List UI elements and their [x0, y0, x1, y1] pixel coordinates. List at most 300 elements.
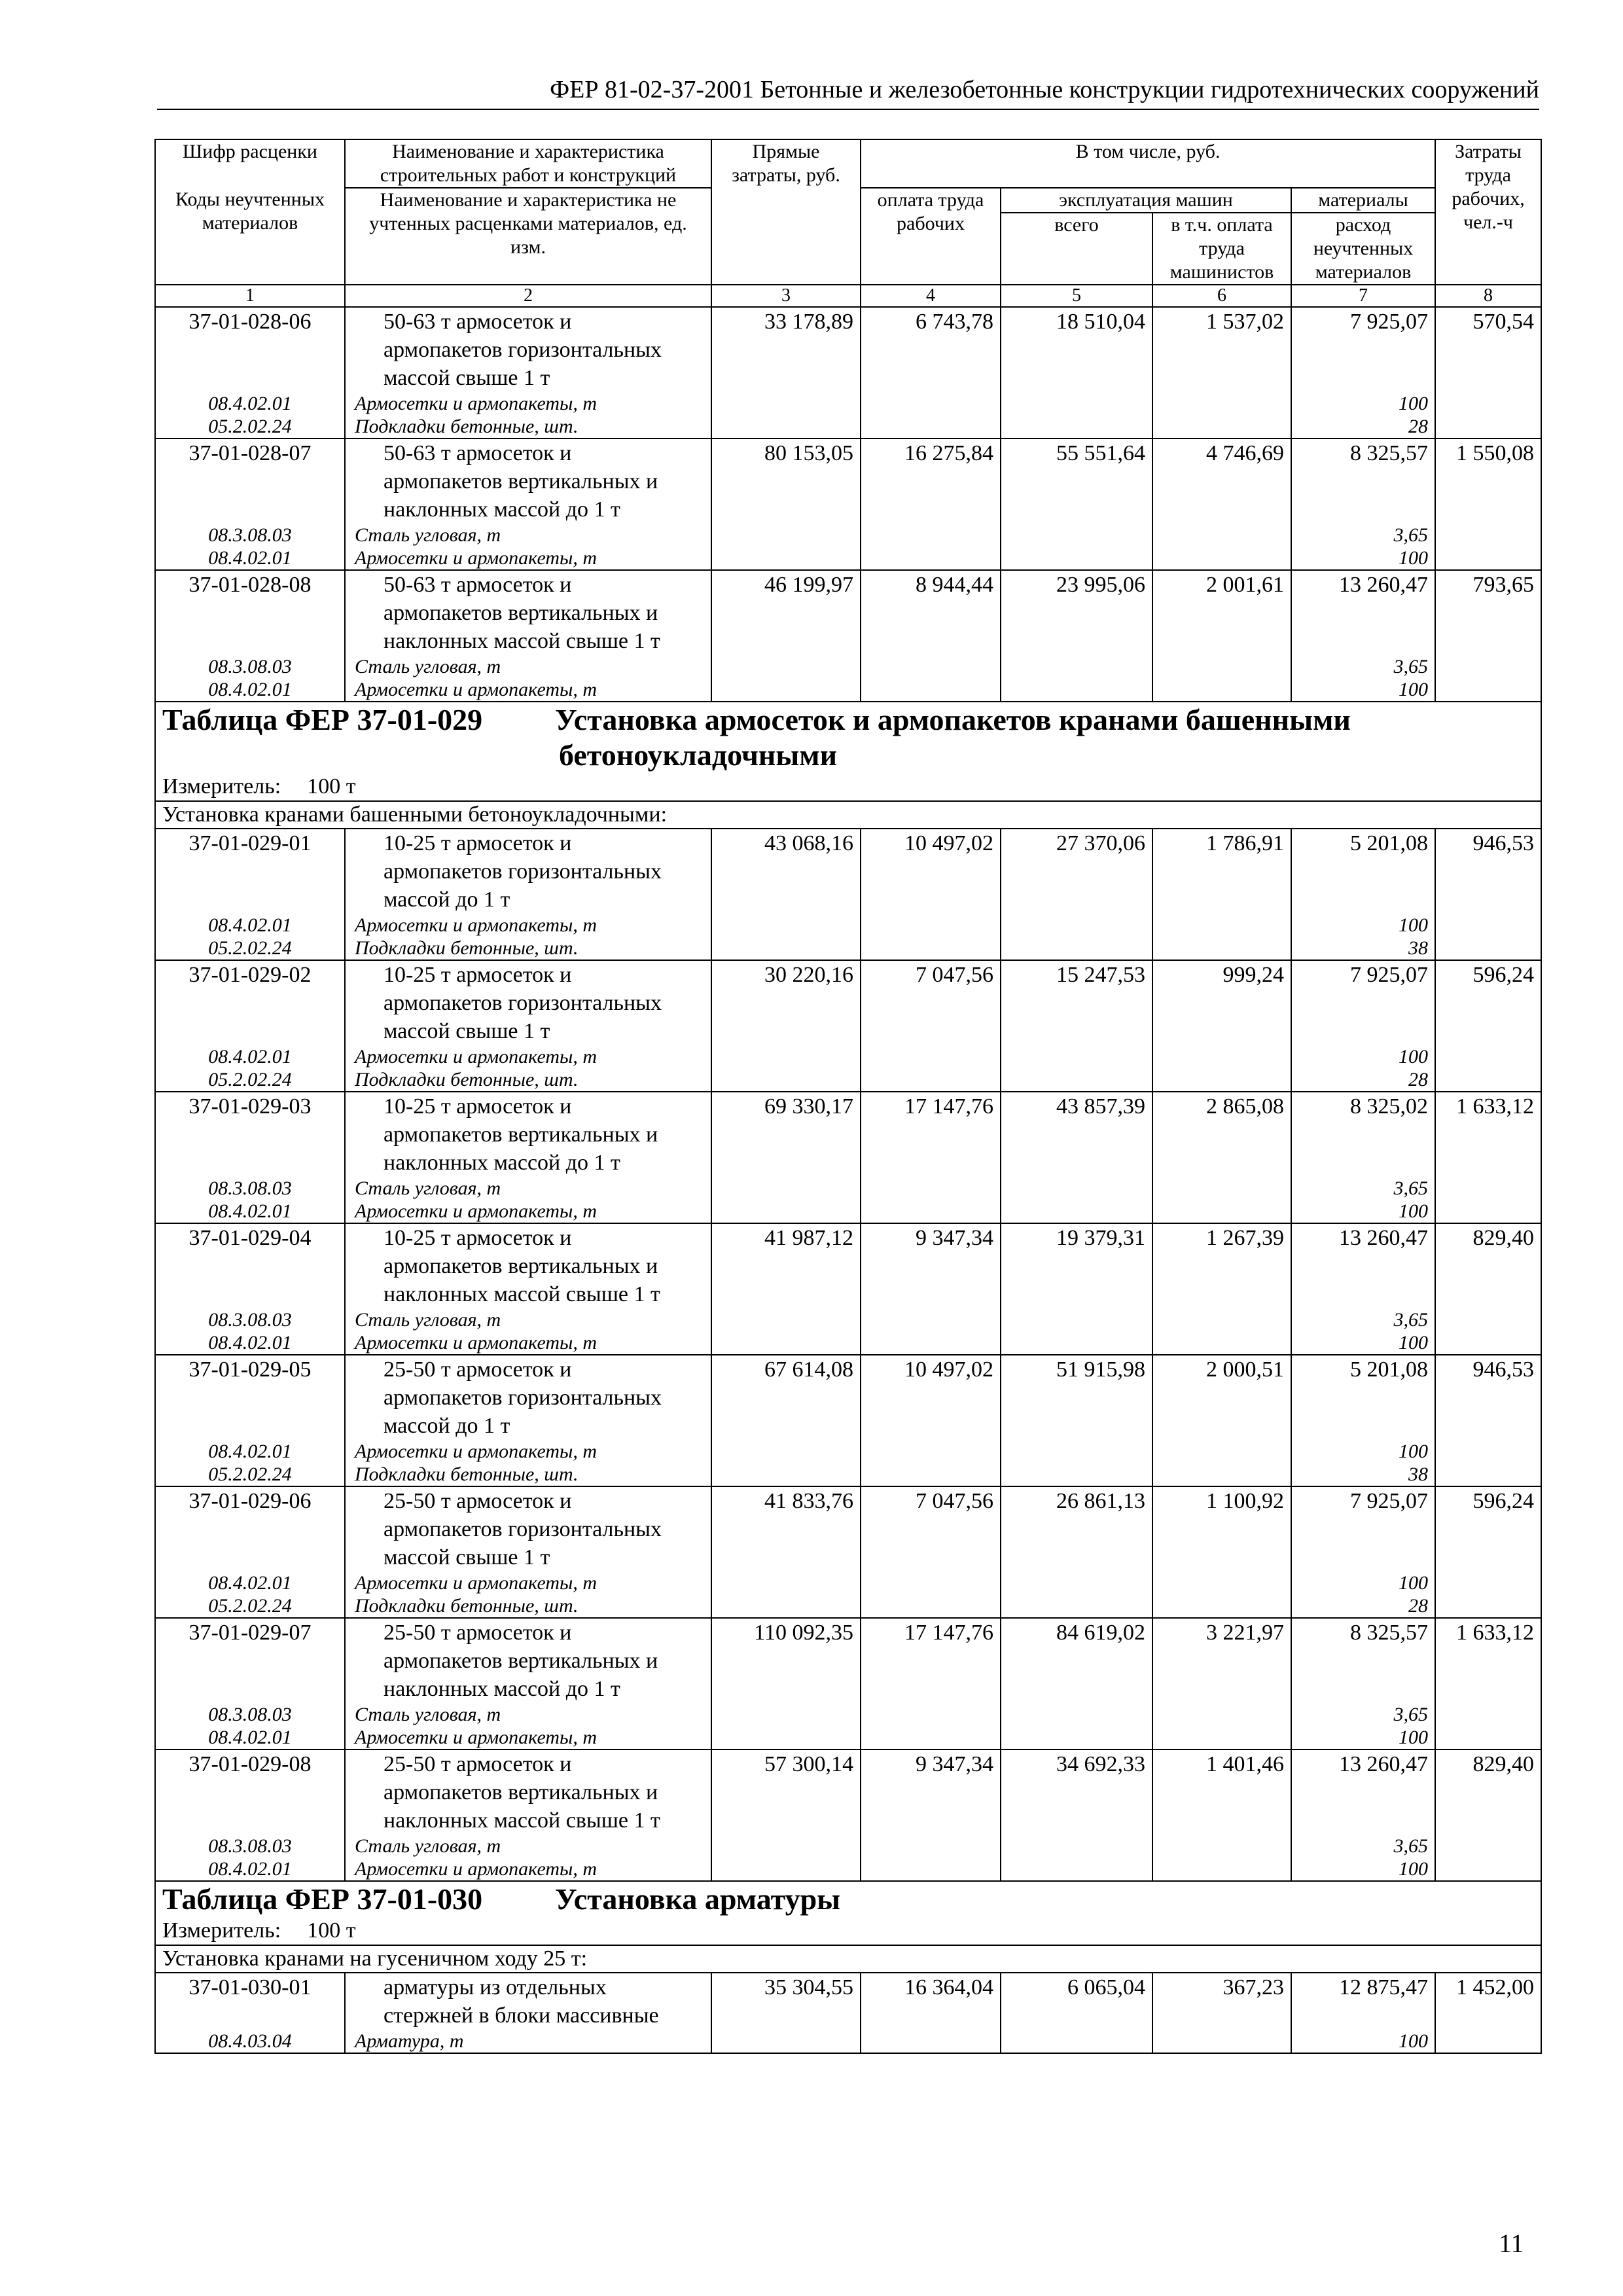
empty-cell: [1435, 2030, 1541, 2053]
empty-cell: [861, 1308, 1001, 1331]
material-row: [155, 1594, 1541, 1618]
material-qty: 3,65: [1291, 524, 1435, 547]
empty-cell: [861, 655, 1001, 678]
material-name: Сталь угловая, т: [345, 655, 711, 678]
machines-total: 51 915,98: [1001, 1355, 1152, 1440]
labor-hours: 829,40: [1435, 1749, 1541, 1835]
empty-cell: [1435, 1200, 1541, 1223]
table-title-label: Таблица ФЕР 37-01-030: [162, 1882, 483, 1916]
labor-hours: 1 550,08: [1435, 439, 1541, 524]
wages: 17 147,76: [861, 1618, 1001, 1703]
machines-total: 26 861,13: [1001, 1486, 1152, 1571]
table-title-row: [155, 702, 1541, 773]
empty-cell: [1152, 524, 1291, 547]
material-row: [155, 914, 1541, 937]
wages: 7 047,56: [861, 1486, 1001, 1571]
machines-total: 27 370,06: [1001, 829, 1152, 914]
table-row: [155, 570, 1541, 655]
direct-cost: 30 220,16: [711, 960, 861, 1045]
rate-name-line: армопакетов вертикальных и: [383, 1122, 658, 1147]
empty-cell: [711, 1331, 861, 1355]
rate-name-line: 10-25 т армосеток и: [383, 831, 572, 855]
wages: 10 497,02: [861, 1355, 1001, 1440]
empty-cell: [711, 1045, 861, 1068]
empty-cell: [1435, 392, 1541, 415]
rate-name: [345, 439, 711, 524]
empty-cell: [1001, 415, 1152, 439]
rate-name: [345, 1092, 711, 1177]
material-name: Сталь угловая, т: [345, 1308, 711, 1331]
labor-hours: 596,24: [1435, 960, 1541, 1045]
material-code: 08.4.02.01: [155, 678, 345, 702]
empty-cell: [1001, 678, 1152, 702]
machines-wages: 999,24: [1152, 960, 1291, 1045]
rate-name-line: массой до 1 т: [383, 888, 510, 912]
table-row: [155, 1486, 1541, 1571]
material-code: 08.4.02.01: [155, 1857, 345, 1881]
material-qty: 3,65: [1291, 1177, 1435, 1200]
machines-total: 84 619,02: [1001, 1618, 1152, 1703]
material-code: 08.3.08.03: [155, 1835, 345, 1857]
empty-cell: [861, 1857, 1001, 1881]
empty-cell: [1435, 1045, 1541, 1068]
machines-total: 18 510,04: [1001, 307, 1152, 392]
header-including: В том числе, руб.: [861, 139, 1435, 188]
material-code: 08.4.02.01: [155, 1440, 345, 1463]
material-code: 08.3.08.03: [155, 655, 345, 678]
materials-cost: 7 925,07: [1291, 960, 1435, 1045]
materials-cost: 12 875,47: [1291, 1973, 1435, 2030]
empty-cell: [711, 678, 861, 702]
rate-code: 37-01-029-04: [155, 1223, 345, 1308]
material-qty: 100: [1291, 2030, 1435, 2053]
material-row: [155, 1571, 1541, 1594]
empty-cell: [1001, 2030, 1152, 2053]
empty-cell: [711, 1068, 861, 1092]
direct-cost: 46 199,97: [711, 570, 861, 655]
empty-cell: [711, 1703, 861, 1726]
table-title-text: Установка арматуры: [555, 1882, 841, 1916]
empty-cell: [1435, 1440, 1541, 1463]
subtitle-row: [155, 1945, 1541, 1973]
materials-cost: 13 260,47: [1291, 1749, 1435, 1835]
rate-name-line: массой свыше 1 т: [383, 1545, 550, 1570]
wages: 8 944,44: [861, 570, 1001, 655]
meter-label: Измеритель:: [162, 774, 281, 798]
empty-cell: [1001, 1835, 1152, 1857]
material-qty: 3,65: [1291, 1835, 1435, 1857]
material-row: [155, 1726, 1541, 1749]
empty-cell: [1001, 1440, 1152, 1463]
empty-cell: [1001, 937, 1152, 960]
empty-cell: [1435, 1463, 1541, 1486]
material-row: [155, 1857, 1541, 1881]
direct-cost: 43 068,16: [711, 829, 861, 914]
material-name: Сталь угловая, т: [345, 524, 711, 547]
header-name-top: Наименование и характеристика строительных работ и конструкций: [345, 139, 711, 188]
material-name: Подкладки бетонные, шт.: [345, 1068, 711, 1092]
labor-hours: 946,53: [1435, 1355, 1541, 1440]
machines-wages: 3 221,97: [1152, 1618, 1291, 1703]
material-name: Сталь угловая, т: [345, 1703, 711, 1726]
machines-total: 19 379,31: [1001, 1223, 1152, 1308]
table-row: [155, 1749, 1541, 1835]
empty-cell: [861, 524, 1001, 547]
machines-wages: 1 100,92: [1152, 1486, 1291, 1571]
labor-hours: 1 452,00: [1435, 1973, 1541, 2030]
empty-cell: [1435, 1726, 1541, 1749]
empty-cell: [1001, 1726, 1152, 1749]
empty-cell: [1001, 655, 1152, 678]
empty-cell: [1152, 1177, 1291, 1200]
rate-name-line: армопакетов вертикальных и: [383, 601, 658, 625]
empty-cell: [1435, 547, 1541, 570]
material-qty: 28: [1291, 415, 1435, 439]
column-number: 6: [1152, 285, 1291, 307]
machines-wages: 1 537,02: [1152, 307, 1291, 392]
empty-cell: [861, 1331, 1001, 1355]
rate-code: 37-01-029-06: [155, 1486, 345, 1571]
page-number: 11: [1499, 2229, 1524, 2258]
material-qty: 100: [1291, 678, 1435, 702]
material-row: [155, 1703, 1541, 1726]
empty-cell: [1152, 1308, 1291, 1331]
table-title-text-cont: бетоноукладочными: [559, 738, 838, 772]
material-name: Подкладки бетонные, шт.: [345, 1463, 711, 1486]
column-number-row: [155, 285, 1541, 307]
rate-name: [345, 570, 711, 655]
empty-cell: [1435, 1331, 1541, 1355]
machines-wages: 2 001,61: [1152, 570, 1291, 655]
materials-cost: 13 260,47: [1291, 1223, 1435, 1308]
materials-cost: 5 201,08: [1291, 1355, 1435, 1440]
empty-cell: [861, 937, 1001, 960]
material-code: 08.4.02.01: [155, 1571, 345, 1594]
empty-cell: [861, 1440, 1001, 1463]
empty-cell: [861, 1835, 1001, 1857]
rate-name-line: наклонных массой до 1 т: [383, 1151, 620, 1175]
rate-name: [345, 1618, 711, 1703]
rate-name-line: армопакетов горизонтальных: [383, 1386, 662, 1410]
material-qty: 100: [1291, 1200, 1435, 1223]
empty-cell: [1001, 1463, 1152, 1486]
machines-total: 43 857,39: [1001, 1092, 1152, 1177]
meter-label: Измеритель:: [162, 1918, 281, 1943]
empty-cell: [711, 547, 861, 570]
rate-name-line: армопакетов горизонтальных: [383, 1517, 662, 1541]
material-name: Армосетки и армопакеты, т: [345, 1200, 711, 1223]
rate-name-line: стержней в блоки массивные: [383, 2003, 659, 2028]
empty-cell: [711, 1200, 861, 1223]
empty-cell: [1152, 415, 1291, 439]
direct-cost: 57 300,14: [711, 1749, 861, 1835]
rate-code: 37-01-028-08: [155, 570, 345, 655]
rate-name-line: наклонных массой свыше 1 т: [383, 1808, 660, 1833]
rate-name: [345, 1486, 711, 1571]
empty-cell: [1435, 1068, 1541, 1092]
table-title-label: Таблица ФЕР 37-01-029: [162, 703, 483, 736]
material-name: Армосетки и армопакеты, т: [345, 678, 711, 702]
material-qty: 28: [1291, 1068, 1435, 1092]
empty-cell: [1152, 937, 1291, 960]
meter-value: 100 т: [307, 774, 356, 798]
table-title: [155, 702, 1541, 773]
material-name: Армосетки и армопакеты, т: [345, 547, 711, 570]
direct-cost: 110 092,35: [711, 1618, 861, 1703]
empty-cell: [1435, 1703, 1541, 1726]
material-code: 05.2.02.24: [155, 1594, 345, 1618]
empty-cell: [711, 1571, 861, 1594]
empty-cell: [1152, 1703, 1291, 1726]
materials-cost: 8 325,57: [1291, 1618, 1435, 1703]
empty-cell: [1001, 1177, 1152, 1200]
labor-hours: 596,24: [1435, 1486, 1541, 1571]
column-number: 1: [155, 285, 345, 307]
rate-code: 37-01-030-01: [155, 1973, 345, 2030]
machines-wages: 4 746,69: [1152, 439, 1291, 524]
empty-cell: [861, 678, 1001, 702]
direct-cost: 67 614,08: [711, 1355, 861, 1440]
machines-wages: 1 267,39: [1152, 1223, 1291, 1308]
empty-cell: [1001, 1571, 1152, 1594]
empty-cell: [1001, 1308, 1152, 1331]
table-row: [155, 1223, 1541, 1308]
empty-cell: [1435, 655, 1541, 678]
table-title: [155, 1881, 1541, 1917]
rate-name: [345, 1355, 711, 1440]
rate-code: 37-01-029-05: [155, 1355, 345, 1440]
materials-cost: 8 325,02: [1291, 1092, 1435, 1177]
meter: [155, 773, 1541, 801]
price-table: [154, 139, 1542, 2054]
empty-cell: [711, 2030, 861, 2053]
material-row: [155, 678, 1541, 702]
material-row: [155, 1463, 1541, 1486]
material-code: 05.2.02.24: [155, 1068, 345, 1092]
subtitle: Установка кранами башенными бетоноукладочными:: [155, 801, 1541, 829]
empty-cell: [861, 1571, 1001, 1594]
material-row: [155, 524, 1541, 547]
rate-code: 37-01-028-07: [155, 439, 345, 524]
empty-cell: [711, 1594, 861, 1618]
empty-cell: [711, 415, 861, 439]
machines-total: 6 065,04: [1001, 1973, 1152, 2030]
material-name: Армосетки и армопакеты, т: [345, 914, 711, 937]
labor-hours: 570,54: [1435, 307, 1541, 392]
empty-cell: [861, 914, 1001, 937]
empty-cell: [1152, 2030, 1291, 2053]
empty-cell: [1152, 1463, 1291, 1486]
rate-name: [345, 960, 711, 1045]
rate-name-line: массой до 1 т: [383, 1414, 510, 1438]
header-wages: оплата труда рабочих: [861, 188, 1001, 285]
column-number: 2: [345, 285, 711, 307]
material-name: Армосетки и армопакеты, т: [345, 392, 711, 415]
material-name: Армосетки и армопакеты, т: [345, 1331, 711, 1355]
empty-cell: [711, 1857, 861, 1881]
empty-cell: [861, 1200, 1001, 1223]
material-code: 05.2.02.24: [155, 937, 345, 960]
empty-cell: [1152, 655, 1291, 678]
rate-name-line: армопакетов горизонтальных: [383, 859, 662, 884]
empty-cell: [1435, 1177, 1541, 1200]
subtitle-row: [155, 801, 1541, 829]
machines-total: 15 247,53: [1001, 960, 1152, 1045]
empty-cell: [711, 937, 861, 960]
empty-cell: [861, 415, 1001, 439]
rate-name-line: наклонных массой до 1 т: [383, 497, 620, 522]
empty-cell: [861, 1068, 1001, 1092]
subtitle: Установка кранами на гусеничном ходу 25 т:: [155, 1945, 1541, 1973]
empty-cell: [861, 547, 1001, 570]
table-title-text: Установка армосеток и армопакетов кранами башенными: [555, 703, 1351, 736]
material-code: 08.4.03.04: [155, 2030, 345, 2053]
material-code: 08.3.08.03: [155, 1177, 345, 1200]
material-row: [155, 1835, 1541, 1857]
empty-cell: [861, 1177, 1001, 1200]
material-name: Сталь угловая, т: [345, 1835, 711, 1857]
machines-wages: 2 865,08: [1152, 1092, 1291, 1177]
wages: 9 347,34: [861, 1223, 1001, 1308]
empty-cell: [1152, 1440, 1291, 1463]
empty-cell: [1001, 914, 1152, 937]
table-row: [155, 829, 1541, 914]
rate-name-line: 50-63 т армосеток и: [383, 573, 572, 597]
empty-cell: [1152, 1200, 1291, 1223]
wages: 17 147,76: [861, 1092, 1001, 1177]
empty-cell: [1152, 914, 1291, 937]
material-row: [155, 1308, 1541, 1331]
direct-cost: 80 153,05: [711, 439, 861, 524]
rate-name-line: 25-50 т армосеток и: [383, 1621, 572, 1645]
material-qty: 3,65: [1291, 1703, 1435, 1726]
column-number: 5: [1001, 285, 1152, 307]
rate-code: 37-01-029-02: [155, 960, 345, 1045]
material-code: 08.3.08.03: [155, 524, 345, 547]
material-code: 08.4.02.01: [155, 1331, 345, 1355]
material-name: Армосетки и армопакеты, т: [345, 1045, 711, 1068]
material-name: Арматура, т: [345, 2030, 711, 2053]
wages: 6 743,78: [861, 307, 1001, 392]
material-qty: 100: [1291, 1440, 1435, 1463]
header-machines-total: всего: [1001, 213, 1152, 285]
rate-name: [345, 307, 711, 392]
rate-name: [345, 1973, 711, 2030]
empty-cell: [1435, 678, 1541, 702]
wages: 7 047,56: [861, 960, 1001, 1045]
empty-cell: [1152, 1068, 1291, 1092]
material-qty: 100: [1291, 547, 1435, 570]
material-code: 08.4.02.01: [155, 392, 345, 415]
meter-row: [155, 1917, 1541, 1945]
wages: 10 497,02: [861, 829, 1001, 914]
rate-name-line: 50-63 т армосеток и: [383, 310, 572, 334]
material-name: Подкладки бетонные, шт.: [345, 1594, 711, 1618]
material-qty: 100: [1291, 1045, 1435, 1068]
empty-cell: [1435, 1857, 1541, 1881]
rate-name-line: наклонных массой до 1 т: [383, 1677, 620, 1701]
material-code: 08.4.02.01: [155, 1726, 345, 1749]
column-number: 3: [711, 285, 861, 307]
rate-name-line: массой свыше 1 т: [383, 1019, 550, 1043]
empty-cell: [1152, 1594, 1291, 1618]
meter-row: [155, 773, 1541, 801]
material-name: Подкладки бетонные, шт.: [345, 937, 711, 960]
material-code: 08.3.08.03: [155, 1703, 345, 1726]
machines-wages: 1 401,46: [1152, 1749, 1291, 1835]
empty-cell: [711, 914, 861, 937]
header-name-bottom: Наименование и характеристика не учтенных расценками материалов, ед. изм.: [345, 188, 711, 285]
empty-cell: [1435, 1594, 1541, 1618]
header-materials-sub: расход неучтенных материалов: [1291, 213, 1435, 285]
empty-cell: [711, 1440, 861, 1463]
material-code: 08.4.02.01: [155, 914, 345, 937]
labor-hours: 946,53: [1435, 829, 1541, 914]
material-qty: 38: [1291, 1463, 1435, 1486]
material-code: 08.4.02.01: [155, 547, 345, 570]
rate-name-line: 10-25 т армосеток и: [383, 963, 572, 987]
material-code: 05.2.02.24: [155, 415, 345, 439]
rate-code: 37-01-029-07: [155, 1618, 345, 1703]
material-qty: 3,65: [1291, 1308, 1435, 1331]
material-qty: 28: [1291, 1594, 1435, 1618]
empty-cell: [1001, 1857, 1152, 1881]
wages: 16 275,84: [861, 439, 1001, 524]
empty-cell: [1152, 392, 1291, 415]
material-name: Подкладки бетонные, шт.: [345, 415, 711, 439]
rate-name-line: 50-63 т армосеток и: [383, 441, 572, 465]
material-name: Армосетки и армопакеты, т: [345, 1857, 711, 1881]
materials-cost: 8 325,57: [1291, 439, 1435, 524]
table-row: [155, 307, 1541, 392]
rate-name-line: 10-25 т армосеток и: [383, 1226, 572, 1250]
empty-cell: [1435, 937, 1541, 960]
wages: 9 347,34: [861, 1749, 1001, 1835]
rate-name: [345, 829, 711, 914]
material-row: [155, 2030, 1541, 2053]
empty-cell: [1001, 1045, 1152, 1068]
rate-name-line: армопакетов вертикальных и: [383, 469, 658, 493]
rate-code: 37-01-029-08: [155, 1749, 345, 1835]
table-row: [155, 1618, 1541, 1703]
empty-cell: [1152, 678, 1291, 702]
empty-cell: [1435, 524, 1541, 547]
material-code: 08.3.08.03: [155, 1308, 345, 1331]
material-name: Армосетки и армопакеты, т: [345, 1440, 711, 1463]
material-qty: 100: [1291, 392, 1435, 415]
empty-cell: [711, 392, 861, 415]
material-row: [155, 1200, 1541, 1223]
direct-cost: 69 330,17: [711, 1092, 861, 1177]
empty-cell: [1001, 1200, 1152, 1223]
rate-name-line: армопакетов горизонтальных: [383, 991, 662, 1015]
rate-name-line: армопакетов горизонтальных: [383, 338, 662, 362]
empty-cell: [1152, 1045, 1291, 1068]
empty-cell: [861, 1703, 1001, 1726]
rate-name-line: массой свыше 1 т: [383, 366, 550, 390]
rate-name-line: арматуры из отдельных: [383, 1975, 607, 2000]
machines-wages: 2 000,51: [1152, 1355, 1291, 1440]
empty-cell: [1435, 1835, 1541, 1857]
empty-cell: [861, 392, 1001, 415]
empty-cell: [1001, 547, 1152, 570]
column-number: 7: [1291, 285, 1435, 307]
table-row: [155, 1355, 1541, 1440]
rate-name-line: армопакетов вертикальных и: [383, 1780, 658, 1804]
empty-cell: [1435, 415, 1541, 439]
wages: 16 364,04: [861, 1973, 1001, 2030]
table-row: [155, 960, 1541, 1045]
